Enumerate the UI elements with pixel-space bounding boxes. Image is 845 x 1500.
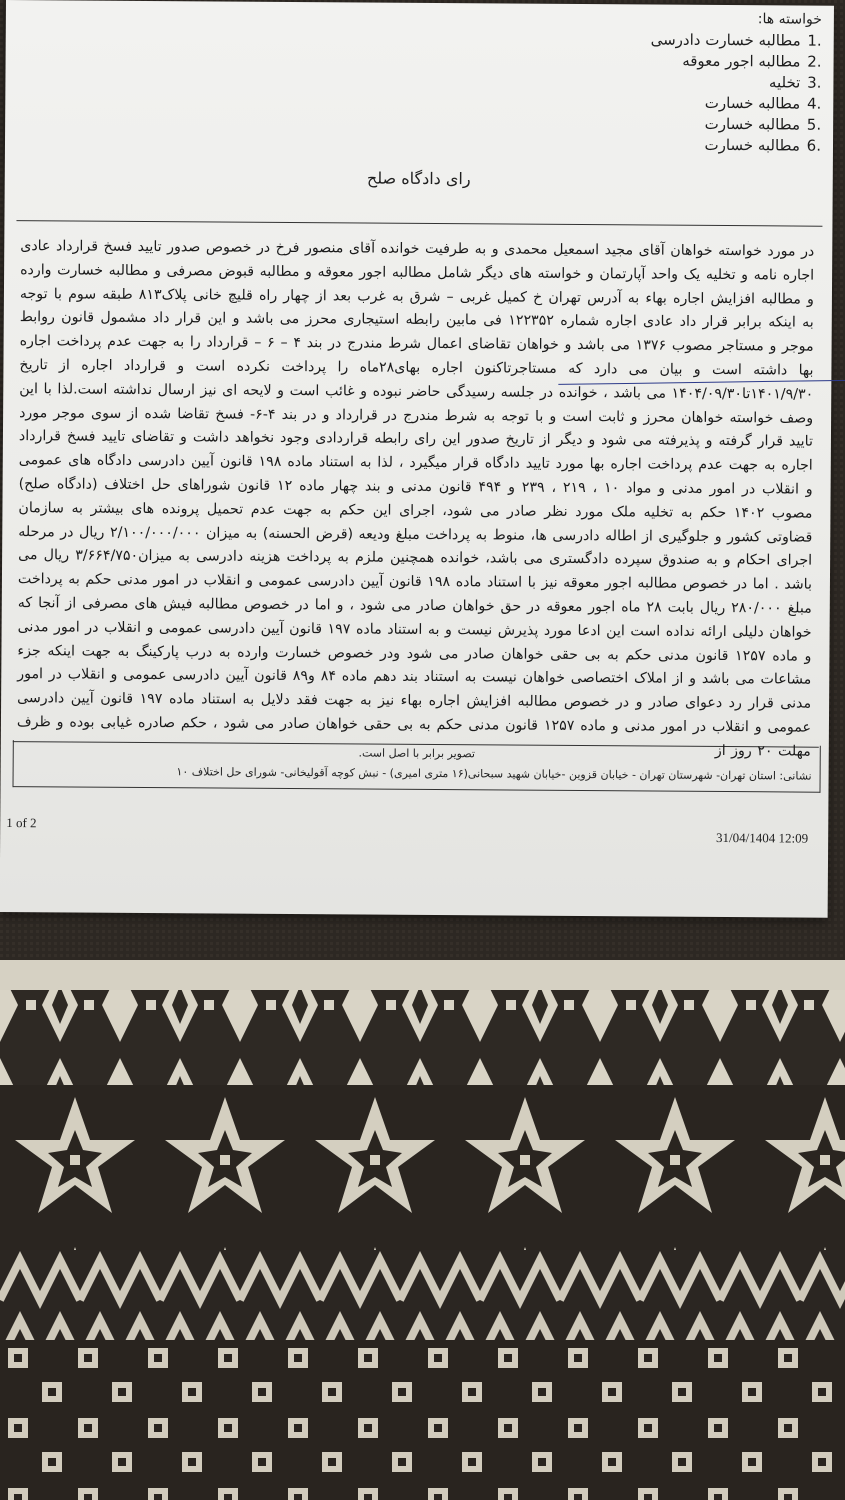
request-number: 3.	[807, 73, 822, 92]
verdict-title: رای دادگاه صلح	[366, 168, 471, 189]
court-address: نشانی: استان تهران- شهرستان تهران - خیابان قزوین -خیابان شهید سبحانی(۱۶ متری امیری) - نبش کوچه آقولیخانی- شورای حل اختلاف ۱۰	[176, 765, 812, 783]
page-indicator: 1 of 2	[6, 815, 37, 831]
request-text: مطالبه خسارت دادرسی	[650, 30, 801, 50]
requests-list	[561, 8, 822, 157]
request-item	[562, 50, 822, 73]
request-item	[561, 92, 821, 115]
request-text: مطالبه خسارت	[704, 114, 801, 134]
request-text: مطالبه خسارت	[704, 93, 801, 113]
request-number: 1.	[807, 31, 822, 50]
request-number: 5.	[806, 115, 822, 134]
requests-heading: خواسته ها:	[757, 11, 822, 28]
request-number: 6.	[806, 136, 822, 155]
request-text: تخلیه	[768, 73, 801, 92]
footer-box	[13, 740, 821, 793]
verdict-body-text: در مورد خواسته خواهان آقای مجید اسمعیل محمدی و به طرفیت خوانده آقای منصور فرخ در خصوص صدور تایید فسخ قرارداد عادی اجاره نامه و تخلیه یک واحد آپارتمان و خواسته های دیگر شامل مطالبه اجور معوقه و مطالبه قبوض مصرفی و مطالبه خسارت وارده و مطالبه افزایش اجاره بهاء به آدرس تهران خ کمیل غربی – شرق به غرب بعد از چهار راه قلیچ خانی پلاک۸۱۳ طبقه سوم با توجه به اینکه برابر قرار داد عادی اجاره شماره ۱۲۲۳۵۲ فی مابین رابطه استیجاری محرز می باشد و این قرار داد مشمول قانون روابط موجر و مستاجر مصوب ۱۳۷۶ می باشد و خواهان تقاضای اعمال شرط مندرج در بند ۴ – ۶ – قرارداد را به جهت عدم پرداخت اجاره بها داشته است و بیان می دارد که مستاجرتاکنون اجاره بهای۲۸ماه را پرداخت نکرده است و قرارداد اجاره از تاریخ ۱۴۰۱/۹/۳۰تا۱۴۰۴/۰۹/۳۰ می باشد ، خوانده در جلسه رسیدگی حاضر نبوده و غائب است و لایحه ای نیز ارسال نداشته است.لذا با این وصف خواسته خواهان محرز و ثابت است و با توجه به شرط مندرج در قرارداد و در بند ۴-۶- فسخ تقاضا شده از سوی موجر مورد تایید قرار گرفته و پذیرفته می شود و دیگر از تاریخ صدور این رای رابطه قراردادی وجود نخواهد داشت و تقاضای تایید فسخ قرارداد اجاره به جهت عدم پرداخت اجاره بها مورد تایید دادگاه قرار میگیرد ، لذا به استناد ماده ۱۹۸ قانون آیین دادرسی دادگاه های عمومی و انقلاب در امور مدنی و مواد ۱۰ ، ۲۱۹ ، ۲۳۹ و ۴۹۴ قانون مدنی و بند چهار ماده ۱۲ قانون شوراهای حل اختلاف (دادگاه صلح) مصوب ۱۴۰۲ حکم به تخلیه ملک مورد نظر صادر می شود، اجرای این حکم به جهت عدم تحمیل پرونده های بیشتر به سازمان قضاوتی کشور و جلوگیری از اطاله دادرسی ها، منوط به پرداخت مبلغ ودیعه (قرض الحسنه) به میزان ۲/۱۰۰/۰۰۰/۰۰۰ ریال در مرحله اجرای احکام و به صندوق سپرده دادگستری می باشد، خوانده همچنین ملزم به پرداخت هزینه دادرسی به میزان۳/۶۶۴/۷۵۰ ریال می باشد . اما در خصوص مطالبه اجور معوقه نیز با استناد ماده ۱۹۸ قانون آیین دادرسی عمومی و انقلاب در امور مدنی حکم به پرداخت مبلغ ۲۸۰/۰۰۰ ریال بابت ۲۸ ماه اجور معوقه در حق خواهان صادر می شود ، و اما در خصوص مطالبه فیش های مصرفی از آنجا که خواهان دلیلی ارائه نداده است این ادعا مورد پذیرش نیست و به استناد ماده ۱۹۷ قانون آیین دادرسی عمومی و انقلاب در امور مدنی و ماده ۱۲۵۷ قانون مدنی حکم به بی حقی خواهان صادر می شود ودر خصوص خسارت وارده به درب پارکینگ به جهت اینکه جزء مشاعات می باشد و از املاک اختصاصی خواهان نیست به استناد بند دهم ماده ۸۴ و۸۹ قانون آیین دادرسی عمومی و انقلاب در امور مدنی قرار رد دعوای صادر و در خصوص مطالبه افزایش اجاره بهاء نیز به جهت فقد دلایل به استناد ماده ۱۹۷ قانون آیین دادرسی عمومی و انقلاب در امور مدنی و ماده ۱۲۵۷ قانون مدنی حکم به بی حقی خواهان صادر می شود ، حکم صادره غیابی بوده و ظرف مهلت ۲۰ روز از	[16, 238, 815, 760]
request-text: مطالبه اجور معوقه	[682, 51, 801, 71]
request-item	[561, 71, 821, 94]
request-text: مطالبه خسارت	[704, 135, 800, 155]
certified-copy-note: تصویر برابر با اصل است.	[358, 746, 476, 761]
request-number: 4.	[806, 94, 822, 113]
print-datetime: 31/04/1404 12:09	[716, 829, 809, 846]
request-item	[561, 113, 821, 136]
request-number: 2.	[807, 52, 822, 71]
request-item	[562, 29, 822, 52]
request-item	[561, 134, 821, 157]
